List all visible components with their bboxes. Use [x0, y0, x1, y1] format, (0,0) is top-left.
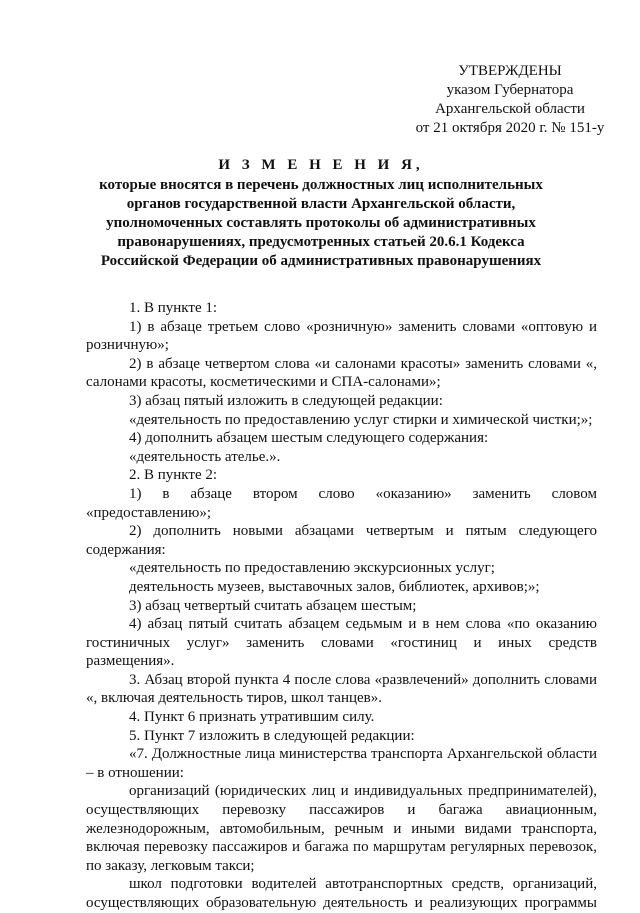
title-line: которые вносятся в перечень должностных лиц исполнительных	[99, 177, 543, 193]
title-line: правонарушениях, предусмотренных статьей 20.6.1 Кодекса	[117, 234, 525, 250]
paragraph: 3) абзац четвертый считать абзацем шестым;	[129, 597, 417, 614]
paragraph: «деятельность по предоставлению услуг стирки и химической чистки;»;	[129, 411, 593, 428]
paragraph: 1. В пункте 1:	[129, 300, 218, 316]
title-heading: И З М Е Н Е Н И Я,	[218, 157, 424, 173]
title-line: Российской Федерации об административных правонарушениях	[100, 253, 542, 269]
paragraph: 4) дополнить абзацем шестым следующего содержания:	[129, 430, 489, 447]
paragraph: 2. В пункте 2:	[129, 467, 218, 484]
paragraph: 3. Абзац второй пункта 4 после слова «развлечений» дополнить словами «, включая деятельность тиров, школ танцев».	[86, 671, 597, 707]
document-title	[86, 156, 556, 271]
approval-title: УТВЕРЖДЕНЫ	[458, 63, 562, 79]
paragraph: 1) в абзаце втором слово «оказанию» заменить словом «предоставлению»;	[86, 485, 597, 521]
paragraph: 3) абзац пятый изложить в следующей редакции:	[129, 392, 443, 409]
title-line: уполномоченных составлять протоколы об административных	[106, 215, 536, 231]
title-line: органов государственной власти Архангельской области,	[126, 196, 516, 212]
paragraph: «деятельность ателье.».	[129, 448, 281, 465]
approval-date-number: от 21 октября 2020 г. № 151-у	[415, 120, 605, 136]
paragraph: организаций (юридических лиц и индивидуальных предпринимателей), осуществляющих перевозку пассажиров и багажа авиационным, железнодорожным, автомобильным, речным и иными видами транспорта, включая перевозку пассажиров и багажа по маршрутам регулярных перевозок, по заказу, легковым такси;	[86, 783, 597, 874]
paragraph: 4) абзац пятый считать абзацем седьмым и в нем слова «по оказанию гостиничных услуг» заменить словами «гостиниц и иных средств размещения».	[86, 616, 597, 670]
paragraph: деятельность музеев, выставочных залов, библиотек, архивов;»;	[129, 578, 540, 595]
approval-stamp	[380, 62, 640, 138]
paragraph: 5. Пункт 7 изложить в следующей редакции:	[129, 727, 415, 744]
paragraph: 2) в абзаце четвертом слова «и салонами красоты» заменить словами «, салонами красоты, косметическими и СПА-салонами»;	[86, 355, 597, 391]
paragraph: «деятельность по предоставлению экскурсионных услуг;	[129, 560, 495, 577]
approval-region: Архангельской области	[435, 101, 585, 117]
document-body	[86, 299, 597, 913]
approval-authority: указом Губернатора	[446, 82, 574, 98]
paragraph: школ подготовки водителей автотранспортных средств, организаций, осуществляющих образовательную деятельность и реализующих программы	[86, 876, 597, 911]
paragraph: 1) в абзаце третьем слово «розничную» заменить словами «оптовую и розничную»;	[86, 318, 597, 354]
paragraph: 4. Пункт 6 признать утратившим силу.	[129, 709, 375, 726]
paragraph: «7. Должностные лица министерства транспорта Архангельской области – в отношении:	[86, 746, 597, 781]
paragraph: 2) дополнить новыми абзацами четвертым и пятым следующего содержания:	[86, 523, 597, 558]
